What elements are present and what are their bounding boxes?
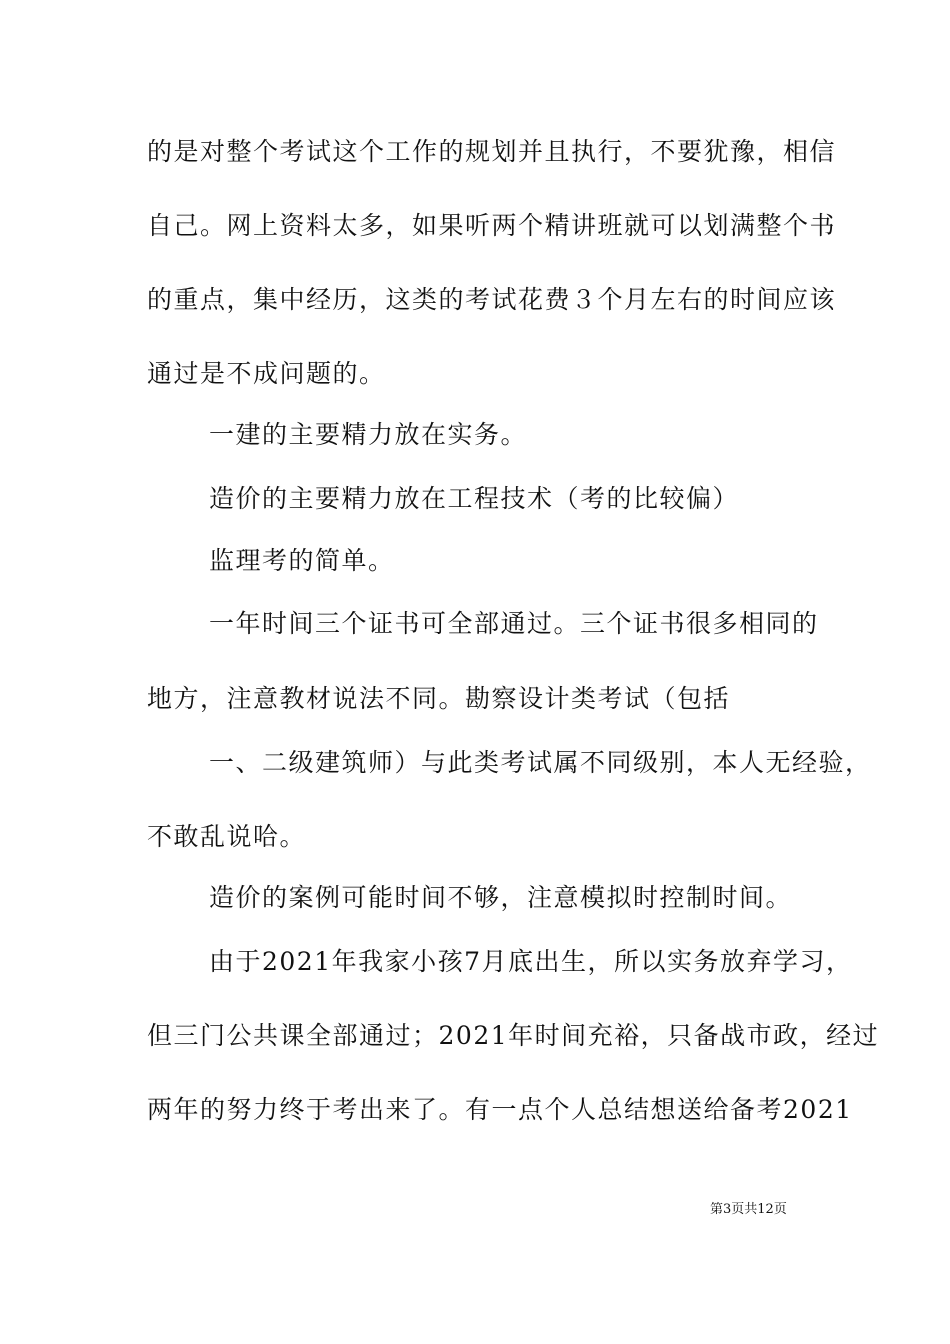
paragraph-line: 一建的主要精力放在实务。: [209, 420, 528, 449]
paragraph-line: 造价的案例可能时间不够，注意模拟时控制时间。: [209, 883, 793, 912]
paragraph-line: 造价的主要精力放在工程技术（考的比较偏）: [209, 484, 740, 513]
text-line: 通过是不成问题的。: [147, 359, 386, 388]
text-line: 自己。网上资料太多，如果听两个精讲班就可以划满整个书: [147, 211, 837, 240]
text-line: 的重点，集中经历，这类的考试花费３个月左右的时间应该: [147, 285, 837, 314]
text-line: 但三门公共课全部通过；2021年时间充裕，只备战市政，经过: [147, 1021, 880, 1050]
paragraph-line: 由于2021年我家小孩7月底出生，所以实务放弃学习，: [209, 947, 853, 976]
text-line: 两年的努力终于考出来了。有一点个人总结想送给备考2021: [147, 1095, 853, 1124]
text-line: 不敢乱说哈。: [147, 822, 307, 851]
paragraph-line: 一、二级建筑师）与此类考试属不同级别，本人无经验，: [209, 748, 872, 777]
text-line: 的是对整个考试这个工作的规划并且执行，不要犹豫，相信: [147, 137, 837, 166]
page-number-footer: 第3页共12页: [710, 1202, 787, 1217]
text-line: 地方，注意教材说法不同。勘察设计类考试（包括: [147, 684, 731, 713]
paragraph-line: 监理考的简单。: [209, 546, 395, 575]
paragraph-line: 一年时间三个证书可全部通过。三个证书很多相同的: [209, 609, 819, 638]
